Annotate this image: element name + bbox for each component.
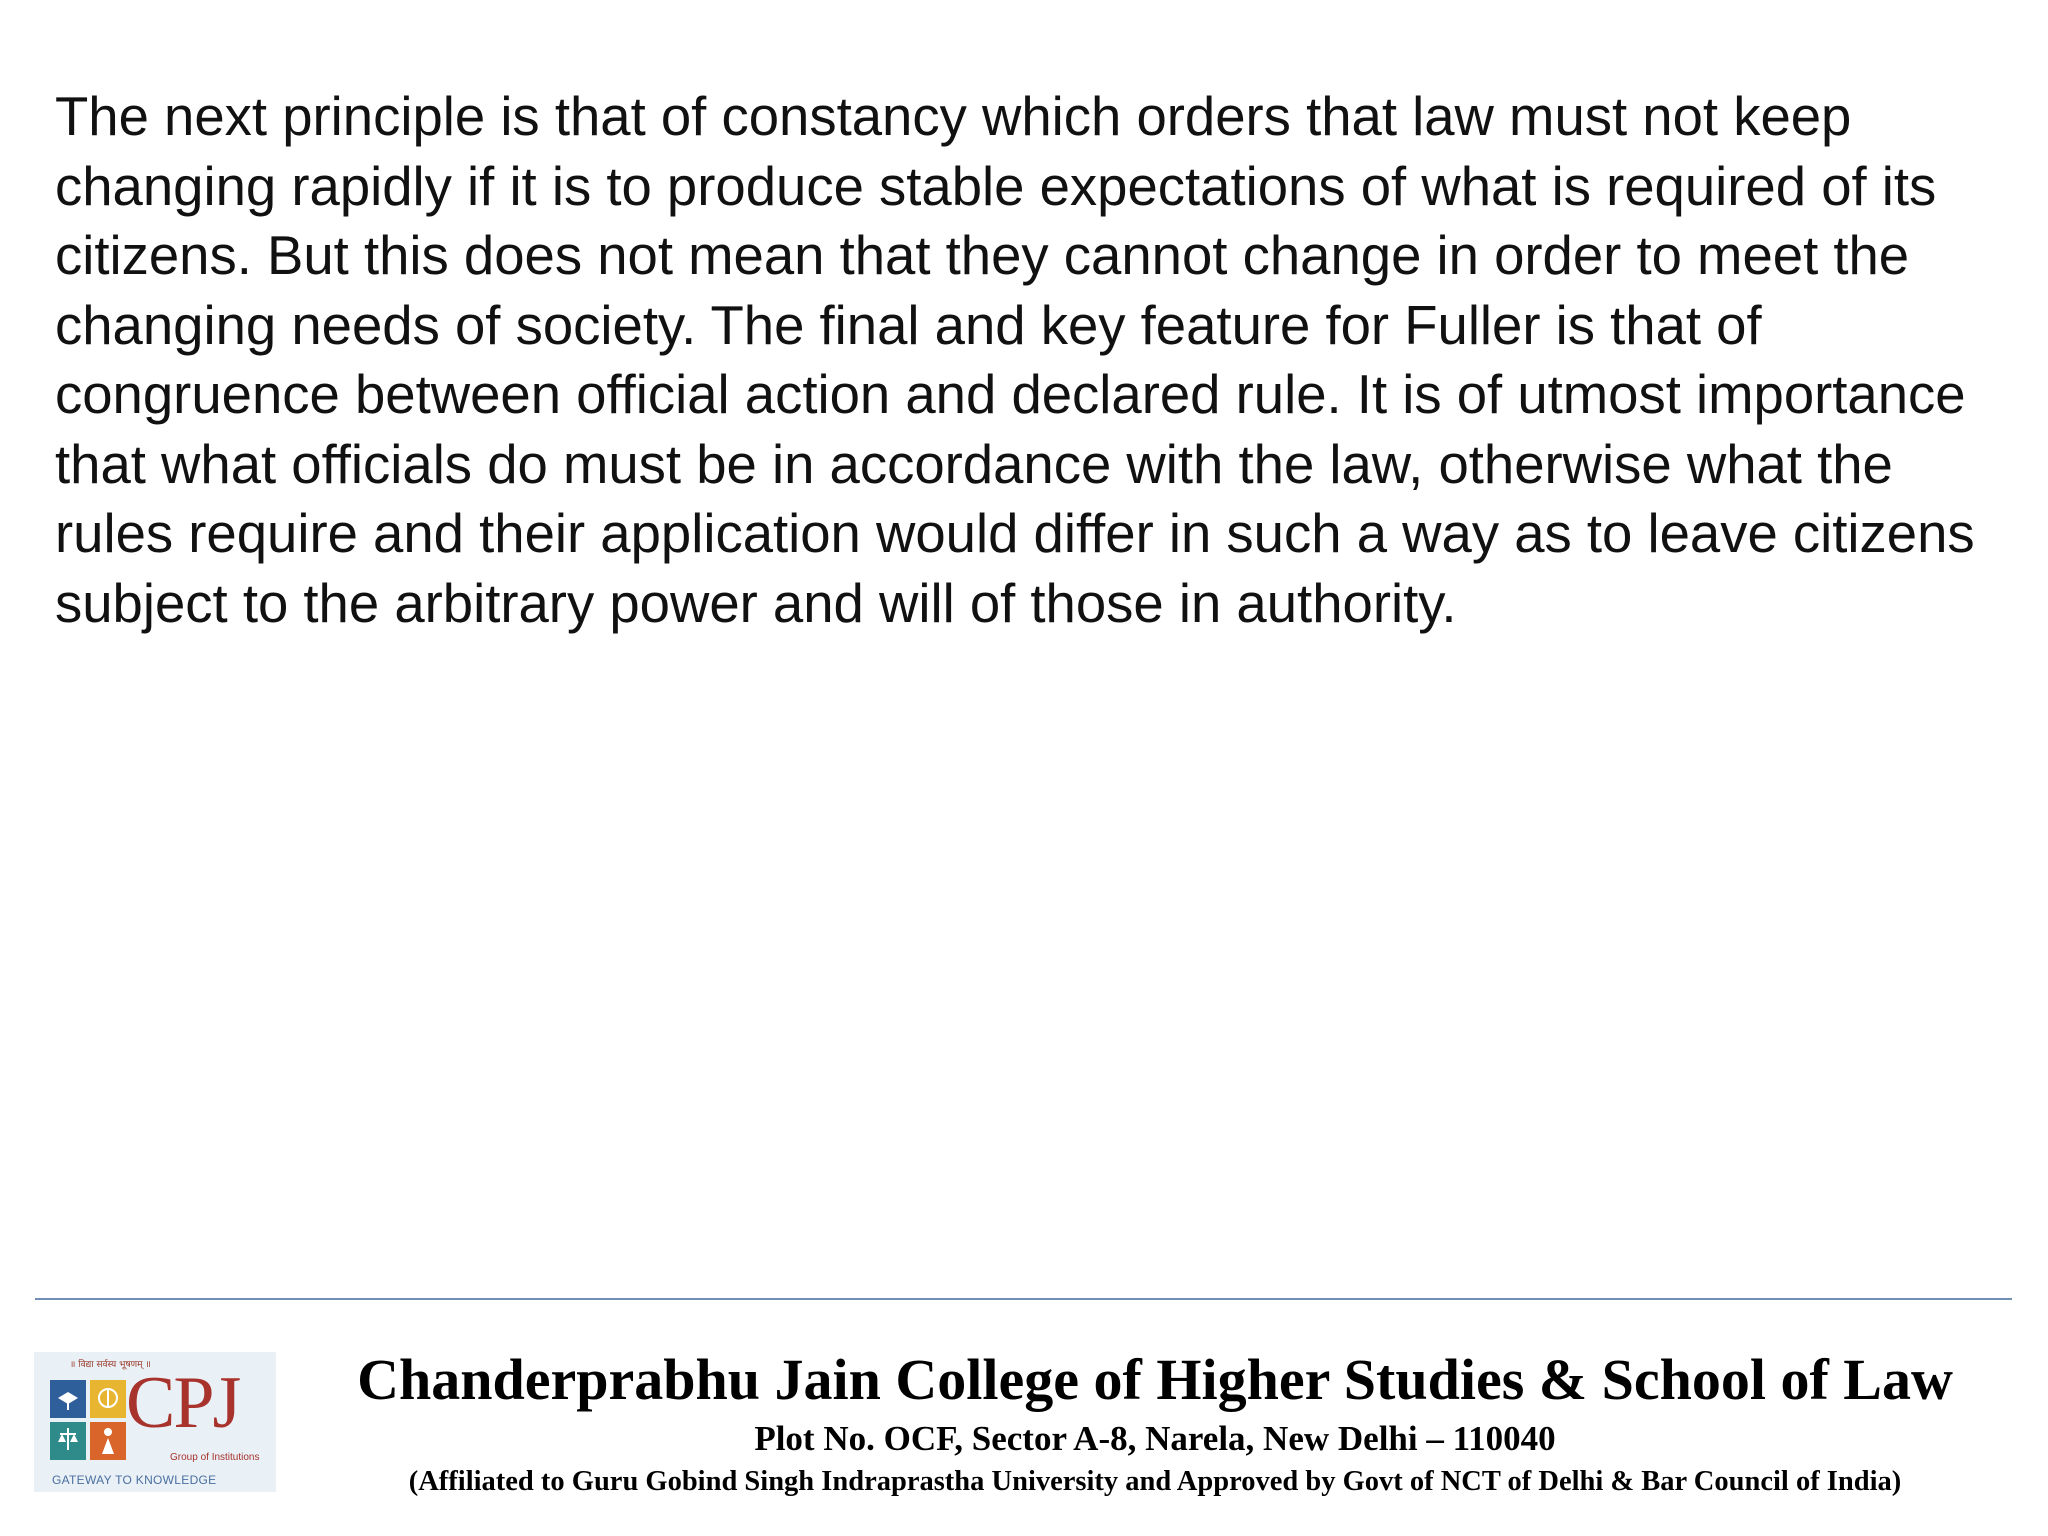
logo-tagline: GATEWAY TO KNOWLEDGE [52, 1473, 217, 1487]
logo-group-text: Group of Institutions [170, 1452, 260, 1463]
college-logo [34, 1352, 276, 1492]
college-name: Chanderprabhu Jain College of Higher Studies & School of Law [357, 1347, 1953, 1412]
college-address: Plot No. OCF, Sector A-8, Narela, New Delhi – 110040 [754, 1419, 1556, 1458]
shield-emblem-icon [48, 1372, 128, 1470]
logo-motto: ॥ विद्या सर्वस्य भूषणम् ॥ [70, 1360, 151, 1370]
logo-brand-text: CPJ [126, 1362, 240, 1444]
footer-divider [35, 1298, 2012, 1300]
college-affiliation: (Affiliated to Guru Gobind Singh Indraprastha University and Approved by Govt of NCT of Delhi & Bar Council of India) [408, 1466, 1902, 1497]
slide-paragraph: The next principle is that of constancy which orders that law must not keep changing rapidly if it is to produce stable expectations of what is required of its citizens. But this does not mean that they cannot change in order to meet the changing needs of society. The final and key feature for Fuller is that of congruence between official action and declared rule. It is of utmost importance that what officials do must be in accordance with the law, otherwise what the rules require and their application would differ in such a way as to leave citizens subject to the arbitrary power and will of those in authority. [55, 86, 1975, 634]
